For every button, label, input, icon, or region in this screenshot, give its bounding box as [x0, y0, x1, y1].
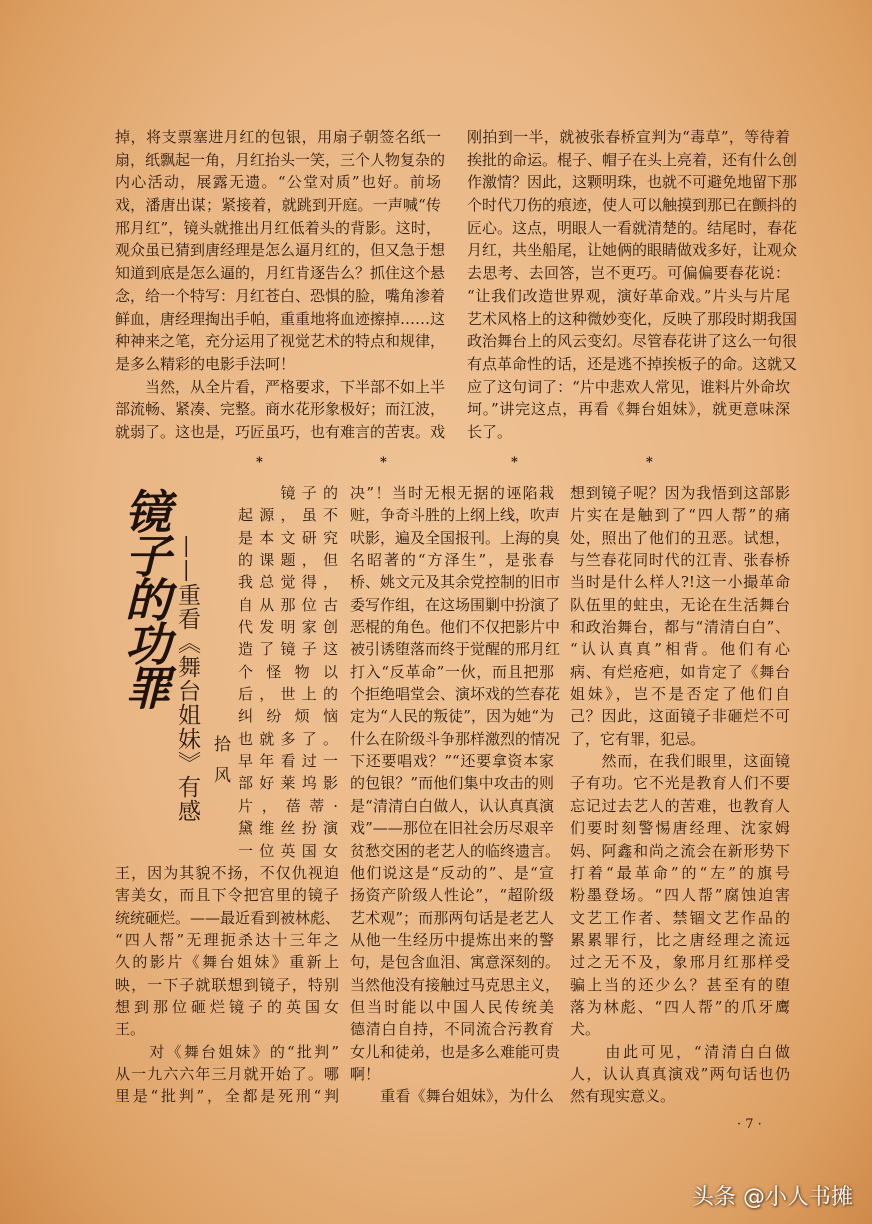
text-line: 落为林彪、“四人帮”的爪牙鹰 [570, 997, 790, 1016]
text-line: 刚拍到一半，就被张春桥宣判为“毒草”，等待着 [467, 128, 790, 146]
text-line: “四人帮”无理扼杀达十三年之 [115, 931, 339, 950]
text-line: 被引诱堕落而终于觉醒的邢月红 [350, 640, 561, 659]
section-separator-star: * [380, 455, 387, 470]
text-line: 重看《舞台姐妹》，为什么 [350, 1087, 554, 1106]
text-line: 片，蓓蒂· [238, 796, 339, 815]
text-line: 人，认认真真演戏”两句话也仍 [570, 1064, 790, 1083]
text-line: 去思考、去回答，岂不更巧。可偏偏要春花说： [467, 264, 790, 283]
text-line: 的课题，但 [238, 551, 339, 570]
article-subtitle: ——重看《舞台姐妹》有感 [174, 535, 200, 823]
text-line: 定为“人民的叛徒”，因为她“为 [350, 707, 554, 726]
text-line: 就弱了。这也是，巧匠虽巧，也有难言的苦衷。戏 [115, 422, 446, 441]
article-column-2 [350, 482, 561, 1108]
article-author: 拾风 [210, 735, 230, 797]
text-line: 想到镜子呢？因为我悟到这部影 [570, 484, 790, 502]
text-line: 邢月红”，镜头就推出月红低着头的背影。这时， [115, 218, 441, 237]
text-line: 映，一下子就联想到镜子，特别 [115, 975, 339, 994]
text-line: 骗上当的还少么？甚至有的堕 [570, 975, 790, 994]
text-line: 处，照出了他们的丑恶。试想， [570, 528, 790, 547]
text-line: 过之无不及，象邢月红那样受 [570, 953, 790, 972]
text-line: 贫愁交困的老艺人的临终遗言。 [350, 841, 561, 860]
text-line: 下还要唱戏？”“还要拿资本家 [350, 752, 554, 771]
text-line: 戏，潘唐出谋；紧接着，就跳到开庭。一声喊“传 [115, 196, 441, 215]
text-line: 早年看过一 [238, 752, 339, 771]
text-line: “让我们改造世界观，演好革命戏。”片头与片尾 [467, 286, 790, 305]
text-line: 王，因为其貌不扬，不仅仇视迫 [115, 864, 339, 882]
text-line: 里是“批判”，全都是死刑“判 [115, 1087, 339, 1106]
text-line: 内心活动，展露无遗。“公堂对质”也好。前场 [115, 173, 441, 192]
text-line: 起源，虽不 [238, 506, 339, 525]
text-line: 委写作组，在这场围剿中扮演了 [350, 595, 561, 614]
article-title: 镜子的功罪 [118, 488, 172, 708]
text-line: 己？因此，这面镜子非砸烂不可 [570, 707, 790, 726]
text-line: 想到那位砸烂镜子的英国女 [115, 998, 339, 1017]
text-line: 然而，在我们眼里，这面镜 [570, 752, 790, 771]
article-column-1-wide [115, 862, 339, 1108]
text-line: 艺术风格上的这种微妙变化，反映了那段时期我国 [467, 309, 798, 328]
text-line: 桥、姚文元及其余党控制的旧市 [350, 573, 561, 592]
text-line: 挨批的命运。棍子、帽子在头上亮着，还有什么创 [467, 150, 798, 169]
text-line: 从他一生经历中提炼出来的警 [350, 930, 554, 949]
text-line: 统统砸烂。——最近看到被林彪、 [115, 908, 341, 927]
text-line: 当然他没有接触过马克思主义， [350, 975, 561, 994]
watermark: 头条 @小人书摊 [692, 1185, 853, 1210]
text-line: 名昭著的“方泽生”，是张春 [350, 551, 554, 570]
text-line: 艺术观”；而那两句话是老艺人 [350, 908, 554, 927]
text-line: 黛维丝扮演 [238, 819, 339, 838]
text-line: 片实在是触到了“四人帮”的痛 [570, 506, 790, 525]
text-line: 镜子的 [238, 484, 339, 502]
text-line: 从一九六六年三月就开始了。哪 [115, 1065, 339, 1084]
text-line: 扇，纸飘起一角，月红抬头一笑，三个人物复杂的 [115, 150, 446, 169]
text-line: 子有功。它不光是教育人们不要 [570, 774, 790, 793]
text-line: 的包银？”而他们集中攻击的则 [350, 774, 554, 793]
text-line: “认认真真”相背。他们有心 [570, 640, 790, 659]
text-line: 队伍里的蛀虫，无论在生活舞台 [570, 595, 790, 614]
text-line: 由此可见，“清清白白做 [570, 1042, 790, 1061]
text-line: 然有现实意义。 [570, 1087, 676, 1106]
text-line: 是多么精彩的电影手法呵！ [115, 354, 296, 373]
text-line: 一位英国女 [238, 841, 339, 860]
text-line: 当然，从全片看，严格要求，下半部不如上半 [115, 377, 446, 396]
text-line: 当时是什么样人?!这一小撮革命 [570, 573, 790, 592]
text-line: 长了。 [467, 422, 513, 441]
text-line: 文艺工作者、禁锢文艺作品的 [570, 908, 790, 927]
text-line: 妈、阿鑫和尚之流会在新形势下 [570, 841, 790, 860]
text-line: 个时代刀伤的痕迹，使人可以触摸到那已在颤抖的 [467, 196, 798, 215]
page-number: · 7 · [737, 1117, 762, 1132]
section-separator-star: * [511, 455, 518, 470]
text-line: 造了镜子这 [238, 640, 339, 659]
text-line: 犬。 [570, 1020, 601, 1039]
text-line: 恶棍的角色。他们不仅把影片中 [350, 618, 561, 637]
text-line: 部好莱坞影 [238, 774, 339, 793]
text-line: 部流畅、紧凑、完整。商水花形象极好；而江波， [115, 400, 446, 419]
text-line: 和政治舞台，都与“清清白白”、 [570, 618, 790, 637]
text-line: 个拒绝唱堂会、演坏戏的竺春花 [350, 685, 561, 704]
text-line: 王。 [115, 1020, 146, 1039]
text-line: 个怪物以 [238, 662, 339, 681]
top-left-column [115, 126, 446, 444]
article-column-3 [570, 482, 790, 1108]
text-line: 政治舞台上的风云变幻。尽管春花讲了这么一句很 [467, 332, 798, 351]
section-separator-star: * [646, 455, 653, 470]
text-line: 坷。”讲完这点，再看《舞台姐妹》，就更意味深 [467, 400, 790, 419]
text-line: 对《舞台姐妹》的“批判” [115, 1042, 339, 1061]
text-line: 啊！ [350, 1064, 381, 1083]
text-line: 鲜血，唐经理掏出手帕，重重地将血迹擦掉……这 [115, 309, 446, 328]
text-line: 句，是包含血泪、寓意深刻的。 [350, 953, 561, 972]
text-line: 什么在阶级斗争那样激烈的情况 [350, 729, 561, 748]
text-line: 我总觉得， [238, 573, 339, 592]
text-line: 作激情？因此，这颗明珠，也就不可避免地留下那 [467, 173, 798, 192]
text-line: 扬资产阶级人性论”，“超阶级 [350, 886, 554, 905]
text-line: 纠纷烦恼 [238, 707, 339, 726]
text-line: 久的影片《舞台姐妹》重新上 [115, 953, 339, 972]
text-line: 与竺春花同时代的江青、张春桥 [570, 551, 790, 570]
text-line: 知道到底是怎么逼的，月红肯逐告么？抓住这个悬 [115, 264, 446, 283]
text-line: 是“清清白白做人，认认真真演 [350, 796, 554, 815]
text-line: 月红，共坐船尾，让她俩的眼睛做戏多好，让观众 [467, 241, 798, 260]
article-column-1-narrow [238, 482, 339, 862]
text-line: 代发明家创 [238, 618, 339, 637]
text-line: 种神来之笔，充分运用了视觉艺术的特点和规律， [115, 332, 446, 351]
text-line: 匠心。这点，明眼人一看就清楚的。结尾时，春花 [467, 218, 798, 237]
text-line: 忘记过去艺人的苦难，也教育人 [570, 796, 790, 815]
text-line: 他们说这是“反动的”、是“宣 [350, 863, 554, 882]
text-line: 了，它有罪，犯忌。 [570, 729, 706, 748]
text-line: 观众虽已猜到唐经理是怎么逼月红的，但又急于想 [115, 241, 446, 260]
text-line: 是本文研究 [238, 528, 339, 547]
text-line: 决”！当时无根无据的诬陷栽 [350, 484, 554, 502]
text-line: 但当时能以中国人民传统美 [350, 997, 554, 1016]
text-line: 自从那位古 [238, 595, 339, 614]
text-line: 也就多了。 [238, 729, 339, 748]
text-line: 念，给一个特写：月红苍白、恐惧的脸，嘴角渗着 [115, 286, 446, 305]
text-line: 病、有烂疮疤，如肯定了《舞台 [570, 662, 790, 681]
text-line: 赃，争奇斗胜的上纲上线，吹声 [350, 506, 561, 525]
text-line: 打着“最革命”的“左”的旗号 [570, 863, 790, 882]
text-line: 应了这句词了：“片中悲欢人常见，谁料片外命坎 [467, 377, 790, 396]
text-line: 打入“反革命”一伙，而且把那 [350, 662, 554, 681]
text-line: 掉，将支票塞进月红的包银，用扇子朝签名纸一 [115, 128, 441, 146]
text-line: 吠影，遍及全国报刊。上海的臭 [350, 528, 561, 547]
text-line: 女儿和徒弟，也是多么难能可贵 [350, 1042, 561, 1061]
text-line: 有点革命性的话，还是逃不掉挨板子的命。这就又 [467, 354, 798, 373]
text-line: 粉墨登场。“四人帮”腐蚀迫害 [570, 886, 790, 905]
text-line: 德清白自持，不同流合污教育 [350, 1020, 554, 1039]
section-separator-star: * [256, 455, 263, 470]
text-line: 害美女，而且下令把宫里的镜子 [115, 886, 339, 905]
text-line: 累累罪行，比之唐经理之流远 [570, 930, 790, 949]
top-right-column [467, 126, 798, 444]
text-line: 戏”——那位在旧社会历尽艰辛 [350, 819, 554, 838]
text-line: 姐妹》，岂不是否定了他们自 [570, 685, 790, 704]
text-line: 后，世上的 [238, 685, 339, 704]
text-line: 们要时刻警惕唐经理、沈家姆 [570, 819, 790, 838]
